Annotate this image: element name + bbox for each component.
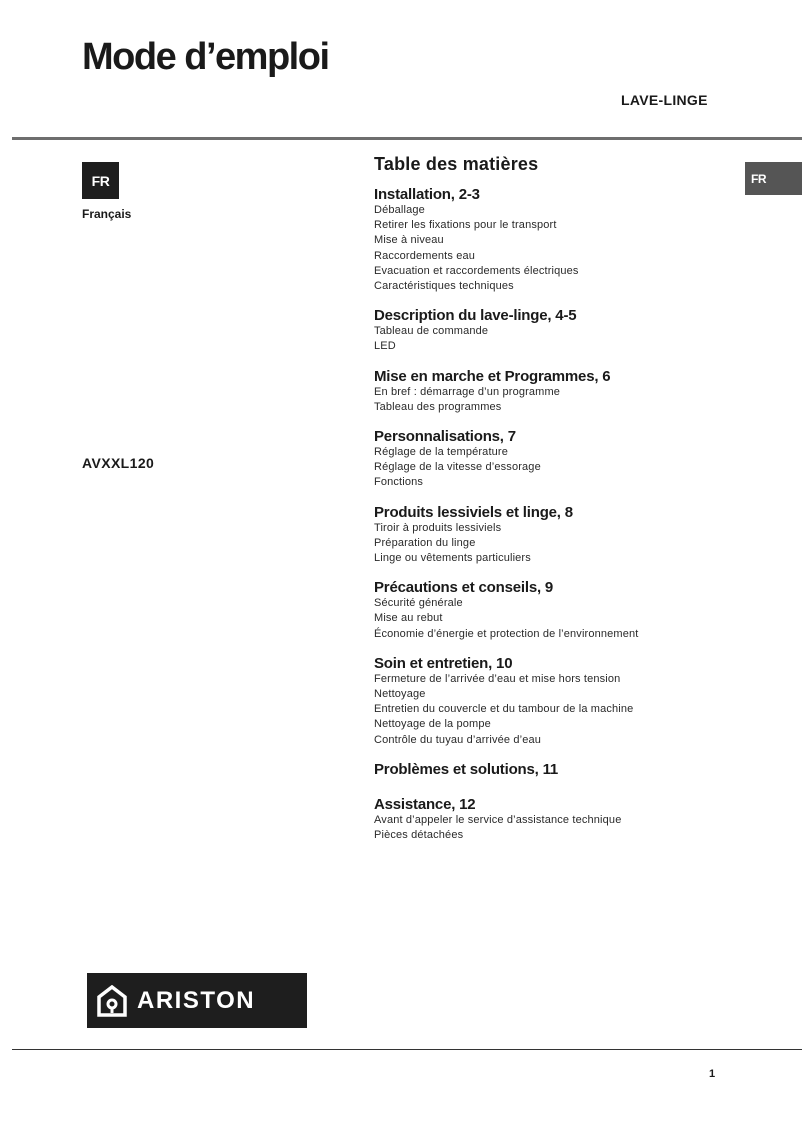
toc-section	[374, 186, 734, 294]
toc-section-heading: Description du lave-linge, 4-5	[374, 307, 577, 325]
footer-divider	[12, 1049, 802, 1050]
toc-section	[374, 428, 734, 491]
toc-item: LED	[374, 340, 396, 353]
toc-item: Caractéristiques techniques	[374, 280, 514, 293]
toc-item: Nettoyage de la pompe	[374, 718, 491, 731]
toc-item: Sécurité générale	[374, 597, 463, 610]
toc-section-heading: Précautions et conseils, 9	[374, 579, 554, 597]
toc-item: En bref : démarrage d’un programme	[374, 385, 561, 398]
language-side-tab: FR	[745, 162, 802, 195]
house-logo-icon	[97, 985, 127, 1017]
toc-section	[374, 796, 734, 843]
toc-item: Déballage	[374, 204, 425, 216]
ariston-logo	[87, 973, 307, 1028]
logo-text: ARISTON	[137, 986, 256, 1014]
product-type: LAVE-LINGE	[621, 92, 708, 108]
toc-item: Entretien du couvercle et du tambour de la machine	[374, 703, 634, 716]
page-number: 1	[709, 1068, 716, 1080]
toc-section	[374, 368, 734, 415]
toc-section-heading: Mise en marche et Programmes, 6	[374, 367, 611, 385]
toc-item: Mise à niveau	[374, 234, 444, 247]
toc-item: Fermeture de l’arrivée d’eau et mise hors tension	[374, 672, 621, 685]
language-badge: FR	[82, 162, 119, 199]
toc-item: Linge ou vêtements particuliers	[374, 552, 531, 565]
toc-section-heading: Produits lessiviels et linge, 8	[374, 503, 573, 521]
toc-section-heading: Installation, 2-3	[374, 186, 480, 203]
toc-item: Fonctions	[374, 476, 424, 489]
toc-item: Tiroir à produits lessiviels	[374, 521, 502, 534]
header-divider	[12, 137, 802, 140]
toc-item: Mise au rebut	[374, 612, 443, 625]
toc-item: Réglage de la température	[374, 446, 508, 459]
toc-item: Économie d’énergie et protection de l’environnement	[374, 627, 639, 640]
toc-section	[374, 579, 734, 642]
toc-section	[374, 655, 734, 748]
toc-title: Table des matières	[374, 154, 539, 174]
toc-item: Tableau des programmes	[374, 400, 502, 413]
language-label: Français	[82, 207, 132, 221]
toc-item: Raccordements eau	[374, 249, 475, 262]
toc-section-heading: Personnalisations, 7	[374, 428, 516, 446]
page-title: Mode d’emploi	[82, 36, 329, 78]
toc-section	[374, 504, 734, 567]
toc-sections	[374, 186, 734, 843]
table-of-contents	[374, 154, 734, 856]
toc-section-heading: Problèmes et solutions, 11	[374, 760, 559, 778]
toc-item: Evacuation et raccordements électriques	[374, 264, 579, 277]
toc-item: Réglage de la vitesse d’essorage	[374, 461, 541, 474]
toc-section-heading: Assistance, 12	[374, 795, 476, 813]
toc-item: Préparation du linge	[374, 536, 476, 549]
model-number: AVXXL120	[82, 455, 155, 471]
toc-section	[374, 761, 734, 778]
toc-item: Pièces détachées	[374, 829, 464, 842]
toc-section	[374, 307, 734, 354]
toc-item: Retirer les fixations pour le transport	[374, 219, 557, 232]
toc-item: Nettoyage	[374, 688, 426, 701]
toc-section-heading: Soin et entretien, 10	[374, 654, 513, 672]
toc-item: Avant d’appeler le service d’assistance technique	[374, 813, 622, 826]
toc-item: Tableau de commande	[374, 325, 489, 338]
toc-item: Contrôle du tuyau d’arrivée d’eau	[374, 733, 541, 746]
